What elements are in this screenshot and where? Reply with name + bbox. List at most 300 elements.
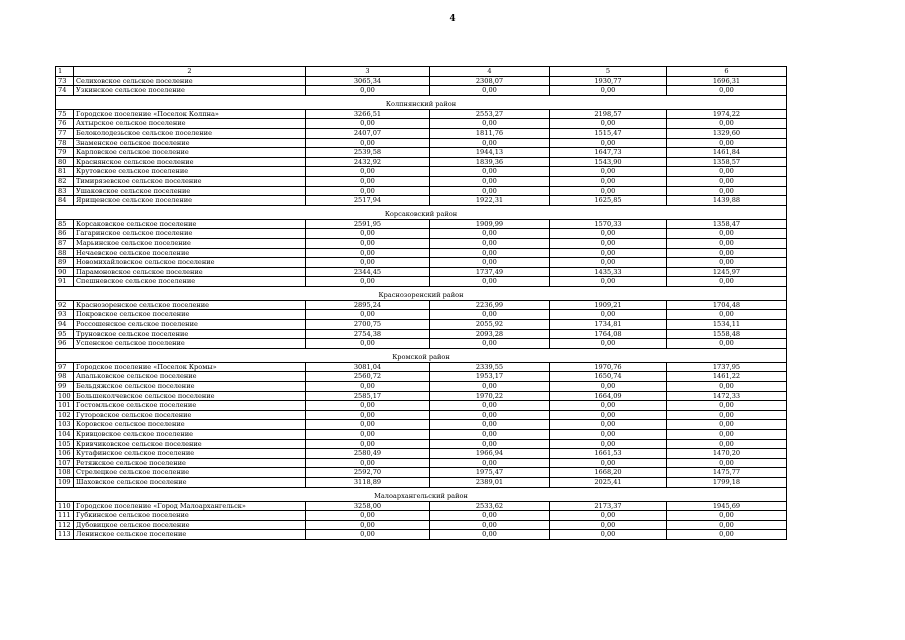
value-col-6: 1534,11 [667,320,787,330]
value-col-6: 1472,33 [667,391,787,401]
table-row [56,468,787,478]
value-col-5: 1664,09 [550,391,667,401]
table-row [56,530,787,540]
value-col-4: 0,00 [430,420,550,430]
table-body [56,67,787,540]
settlement-name: Бельдяжское сельское поселение [74,382,306,392]
value-col-4: 2339,55 [430,362,550,372]
value-col-3: 3258,00 [306,501,430,511]
settlement-name: Гагаринское сельское поселение [74,229,306,239]
value-col-6: 0,00 [667,401,787,411]
table-row [56,109,787,119]
district-heading-row [56,95,787,109]
table-row [56,391,787,401]
value-col-6: 1974,22 [667,109,787,119]
table-row [56,148,787,158]
value-col-5: 0,00 [550,439,667,449]
value-col-4: 1966,94 [430,449,550,459]
value-col-6: 0,00 [667,458,787,468]
row-number: 75 [56,109,74,119]
settlement-name: Покровское сельское поселение [74,310,306,320]
value-col-4: 0,00 [430,401,550,411]
row-number: 95 [56,329,74,339]
value-col-5: 0,00 [550,458,667,468]
value-col-6: 0,00 [667,138,787,148]
row-number: 87 [56,238,74,248]
settlement-name: Гостомльское сельское поселение [74,401,306,411]
value-col-3: 0,00 [306,186,430,196]
row-number: 109 [56,477,74,487]
value-col-3: 0,00 [306,401,430,411]
settlement-name: Гуторовское сельское поселение [74,410,306,420]
settlement-name: Спешневское сельское поселение [74,277,306,287]
settlement-name: Дубовицкое сельское поселение [74,520,306,530]
value-col-4: 0,00 [430,238,550,248]
value-col-3: 2700,75 [306,320,430,330]
value-col-3: 0,00 [306,310,430,320]
value-col-3: 0,00 [306,229,430,239]
value-col-6: 0,00 [667,382,787,392]
value-col-6: 0,00 [667,530,787,540]
value-col-4: 0,00 [430,439,550,449]
value-col-5: 1661,53 [550,449,667,459]
value-col-6: 1945,69 [667,501,787,511]
value-col-3: 2895,24 [306,300,430,310]
value-col-5: 0,00 [550,401,667,411]
row-number: 78 [56,138,74,148]
table-row [56,520,787,530]
table-row [56,238,787,248]
district-heading-row [56,205,787,219]
settlement-name: Губкинское сельское поселение [74,511,306,521]
value-col-6: 0,00 [667,248,787,258]
value-col-3: 0,00 [306,530,430,540]
table-row [56,477,787,487]
value-col-3: 0,00 [306,119,430,129]
settlement-name: Ярищенское сельское поселение [74,196,306,206]
value-col-4: 0,00 [430,339,550,349]
value-col-6: 0,00 [667,176,787,186]
row-number: 81 [56,167,74,177]
settlement-name: Стрелецкое сельское поселение [74,468,306,478]
value-col-4: 0,00 [430,176,550,186]
value-col-3: 0,00 [306,167,430,177]
value-col-5: 1543,90 [550,157,667,167]
settlement-name: Шаховское сельское поселение [74,477,306,487]
value-col-4: 0,00 [430,277,550,287]
value-col-5: 1625,85 [550,196,667,206]
value-col-6: 1696,31 [667,76,787,86]
value-col-6: 0,00 [667,511,787,521]
settlement-name: Городское поселение «Город Малоархангельск» [74,501,306,511]
value-col-4: 2389,01 [430,477,550,487]
row-number: 113 [56,530,74,540]
table-row [56,511,787,521]
value-col-6: 0,00 [667,339,787,349]
value-col-5: 1764,08 [550,329,667,339]
value-col-4: 0,00 [430,119,550,129]
row-number: 93 [56,310,74,320]
settlement-name: Тимирязевское сельское поселение [74,176,306,186]
value-col-5: 0,00 [550,119,667,129]
value-col-4: 0,00 [430,430,550,440]
value-col-4: 1944,13 [430,148,550,158]
value-col-4: 1811,76 [430,128,550,138]
settlement-name: Городское поселение «Поселок Колпна» [74,109,306,119]
value-col-5: 0,00 [550,167,667,177]
value-col-5: 0,00 [550,382,667,392]
value-col-6: 0,00 [667,258,787,268]
row-number: 105 [56,439,74,449]
value-col-5: 0,00 [550,430,667,440]
value-col-6: 0,00 [667,167,787,177]
row-number: 94 [56,320,74,330]
value-col-3: 0,00 [306,511,430,521]
value-col-6: 0,00 [667,238,787,248]
value-col-3: 3266,51 [306,109,430,119]
row-number: 92 [56,300,74,310]
table-row [56,138,787,148]
column-number-cell: 4 [430,67,550,77]
table-row [56,339,787,349]
table-row [56,258,787,268]
value-col-4: 0,00 [430,258,550,268]
page-number: 4 [449,14,456,24]
value-col-3: 0,00 [306,277,430,287]
settlement-name: Россошенское сельское поселение [74,320,306,330]
value-col-3: 2585,17 [306,391,430,401]
value-col-3: 0,00 [306,520,430,530]
settlement-name: Парамоновское сельское поселение [74,267,306,277]
value-col-4: 1975,47 [430,468,550,478]
value-col-5: 1909,21 [550,300,667,310]
value-col-5: 0,00 [550,248,667,258]
value-col-4: 0,00 [430,410,550,420]
settlement-name: Труновское сельское поселение [74,329,306,339]
table-row [56,176,787,186]
district-heading: Корсаковский район [56,205,787,219]
district-heading-row [56,487,787,501]
value-col-6: 1558,48 [667,329,787,339]
value-col-3: 0,00 [306,420,430,430]
value-col-4: 1737,49 [430,267,550,277]
value-col-6: 1461,84 [667,148,787,158]
value-col-6: 0,00 [667,430,787,440]
row-number: 110 [56,501,74,511]
value-col-3: 2517,94 [306,196,430,206]
value-col-6: 0,00 [667,119,787,129]
value-col-6: 0,00 [667,310,787,320]
value-col-5: 0,00 [550,186,667,196]
value-col-5: 0,00 [550,277,667,287]
row-number: 104 [56,430,74,440]
row-number: 102 [56,410,74,420]
row-number: 88 [56,248,74,258]
value-col-4: 2093,28 [430,329,550,339]
table-row [56,229,787,239]
value-col-3: 2580,49 [306,449,430,459]
value-col-5: 0,00 [550,258,667,268]
value-col-3: 2560,72 [306,372,430,382]
value-col-4: 0,00 [430,520,550,530]
settlement-name: Знаменское сельское поселение [74,138,306,148]
value-col-3: 2344,45 [306,267,430,277]
value-col-4: 2308,07 [430,76,550,86]
value-col-4: 1970,22 [430,391,550,401]
value-col-3: 0,00 [306,258,430,268]
value-col-3: 0,00 [306,138,430,148]
row-number: 97 [56,362,74,372]
table-row [56,430,787,440]
value-col-5: 1668,20 [550,468,667,478]
value-col-3: 0,00 [306,176,430,186]
settlement-name: Кривчиковское сельское поселение [74,439,306,449]
value-col-4: 0,00 [430,511,550,521]
value-col-4: 1953,17 [430,372,550,382]
settlement-name: Узкинское сельское поселение [74,86,306,96]
table-row [56,329,787,339]
value-col-5: 1435,33 [550,267,667,277]
value-col-3: 3118,89 [306,477,430,487]
row-number: 91 [56,277,74,287]
value-col-5: 0,00 [550,420,667,430]
column-number-row [56,67,787,77]
row-number: 74 [56,86,74,96]
value-col-6: 0,00 [667,439,787,449]
value-col-3: 2539,58 [306,148,430,158]
table-row [56,186,787,196]
value-col-5: 1734,81 [550,320,667,330]
value-col-4: 2236,99 [430,300,550,310]
row-number: 101 [56,401,74,411]
column-number-cell: 5 [550,67,667,77]
value-col-4: 0,00 [430,458,550,468]
table-row [56,401,787,411]
column-number-cell: 1 [56,67,74,77]
value-col-3: 0,00 [306,248,430,258]
value-col-5: 2025,41 [550,477,667,487]
district-heading: Кромской район [56,348,787,362]
row-number: 80 [56,157,74,167]
value-col-6: 1329,60 [667,128,787,138]
settlement-name: Кривцовское сельское поселение [74,430,306,440]
settlement-name: Новомихайловское сельское поселение [74,258,306,268]
value-col-5: 0,00 [550,410,667,420]
value-col-5: 0,00 [550,530,667,540]
value-col-3: 2432,92 [306,157,430,167]
table-row [56,196,787,206]
value-col-4: 1839,36 [430,157,550,167]
settlement-name: Нечаевское сельское поселение [74,248,306,258]
row-number: 77 [56,128,74,138]
value-col-6: 1704,48 [667,300,787,310]
value-col-4: 0,00 [430,186,550,196]
table-row [56,157,787,167]
settlement-name: Апальковское сельское поселение [74,372,306,382]
settlement-name: Городское поселение «Поселок Кромы» [74,362,306,372]
value-col-6: 0,00 [667,86,787,96]
settlement-name: Большеколчевское сельское поселение [74,391,306,401]
table-row [56,277,787,287]
table-row [56,86,787,96]
row-number: 98 [56,372,74,382]
value-col-5: 1970,76 [550,362,667,372]
value-col-5: 0,00 [550,520,667,530]
value-col-4: 0,00 [430,167,550,177]
value-col-5: 1650,74 [550,372,667,382]
value-col-3: 2407,07 [306,128,430,138]
table-row [56,310,787,320]
district-heading: Колпнянский район [56,95,787,109]
column-number-cell: 3 [306,67,430,77]
table-row [56,382,787,392]
value-col-4: 0,00 [430,530,550,540]
settlement-name: Краснянское сельское поселение [74,157,306,167]
table-row [56,128,787,138]
value-col-5: 0,00 [550,176,667,186]
value-col-5: 0,00 [550,238,667,248]
settlement-name: Марьинское сельское поселение [74,238,306,248]
settlement-name: Ушаковское сельское поселение [74,186,306,196]
value-col-3: 2592,70 [306,468,430,478]
row-number: 82 [56,176,74,186]
value-col-4: 1922,31 [430,196,550,206]
table-row [56,439,787,449]
table-row [56,372,787,382]
column-number-cell: 2 [74,67,306,77]
value-col-5: 2198,57 [550,109,667,119]
value-col-3: 0,00 [306,86,430,96]
value-col-6: 1245,97 [667,267,787,277]
value-col-4: 2553,27 [430,109,550,119]
settlement-name: Коровское сельское поселение [74,420,306,430]
table-row [56,449,787,459]
settlement-name: Крутовское сельское поселение [74,167,306,177]
row-number: 108 [56,468,74,478]
row-number: 85 [56,219,74,229]
value-col-5: 1647,73 [550,148,667,158]
table-row [56,248,787,258]
value-col-3: 0,00 [306,439,430,449]
table-row [56,458,787,468]
value-col-3: 0,00 [306,410,430,420]
row-number: 90 [56,267,74,277]
table-row [56,501,787,511]
table-row [56,167,787,177]
row-number: 79 [56,148,74,158]
value-col-4: 0,00 [430,310,550,320]
value-col-5: 2173,37 [550,501,667,511]
row-number: 86 [56,229,74,239]
settlement-name: Корсаковское сельское поселение [74,219,306,229]
table-row [56,300,787,310]
settlement-name: Белоколодезьское сельское поселение [74,128,306,138]
row-number: 112 [56,520,74,530]
settlements-table [55,66,787,540]
value-col-6: 1470,20 [667,449,787,459]
value-col-3: 3081,04 [306,362,430,372]
table-row [56,320,787,330]
row-number: 103 [56,420,74,430]
value-col-6: 1461,22 [667,372,787,382]
table-row [56,119,787,129]
value-col-6: 0,00 [667,410,787,420]
settlement-name: Ахтырское сельское поселение [74,119,306,129]
value-col-6: 1358,57 [667,157,787,167]
table-row [56,420,787,430]
value-col-4: 0,00 [430,138,550,148]
value-col-6: 1475,77 [667,468,787,478]
row-number: 76 [56,119,74,129]
value-col-6: 0,00 [667,277,787,287]
row-number: 100 [56,391,74,401]
district-heading: Малоархангельский район [56,487,787,501]
value-col-6: 1358,47 [667,219,787,229]
value-col-5: 1515,47 [550,128,667,138]
row-number: 84 [56,196,74,206]
value-col-5: 1570,33 [550,219,667,229]
value-col-4: 1909,99 [430,219,550,229]
value-col-6: 1439,88 [667,196,787,206]
value-col-4: 0,00 [430,382,550,392]
settlement-name: Успенское сельское поселение [74,339,306,349]
value-col-4: 2055,92 [430,320,550,330]
value-col-5: 0,00 [550,229,667,239]
row-number: 99 [56,382,74,392]
table-row [56,410,787,420]
value-col-6: 0,00 [667,186,787,196]
settlement-name: Краснозоренское сельское поселение [74,300,306,310]
value-col-4: 0,00 [430,229,550,239]
district-heading: Краснозоренский район [56,286,787,300]
value-col-3: 3065,34 [306,76,430,86]
table-row [56,362,787,372]
value-col-3: 2591,95 [306,219,430,229]
row-number: 107 [56,458,74,468]
district-heading-row [56,348,787,362]
value-col-6: 1737,95 [667,362,787,372]
row-number: 111 [56,511,74,521]
value-col-5: 0,00 [550,138,667,148]
value-col-6: 0,00 [667,520,787,530]
table-row [56,267,787,277]
value-col-5: 0,00 [550,310,667,320]
district-heading-row [56,286,787,300]
value-col-6: 0,00 [667,229,787,239]
value-col-5: 0,00 [550,86,667,96]
row-number: 89 [56,258,74,268]
value-col-4: 0,00 [430,86,550,96]
settlement-name: Карловское сельское поселение [74,148,306,158]
row-number: 106 [56,449,74,459]
value-col-6: 1799,18 [667,477,787,487]
value-col-3: 2754,38 [306,329,430,339]
value-col-3: 0,00 [306,458,430,468]
value-col-3: 0,00 [306,238,430,248]
value-col-3: 0,00 [306,430,430,440]
settlement-name: Селиховское сельское поселение [74,76,306,86]
value-col-3: 0,00 [306,382,430,392]
value-col-6: 0,00 [667,420,787,430]
value-col-4: 0,00 [430,248,550,258]
row-number: 73 [56,76,74,86]
table-row [56,219,787,229]
settlement-name: Кутафинское сельское поселение [74,449,306,459]
value-col-5: 1930,77 [550,76,667,86]
value-col-5: 0,00 [550,511,667,521]
column-number-cell: 6 [667,67,787,77]
settlement-name: Ленинское сельское поселение [74,530,306,540]
